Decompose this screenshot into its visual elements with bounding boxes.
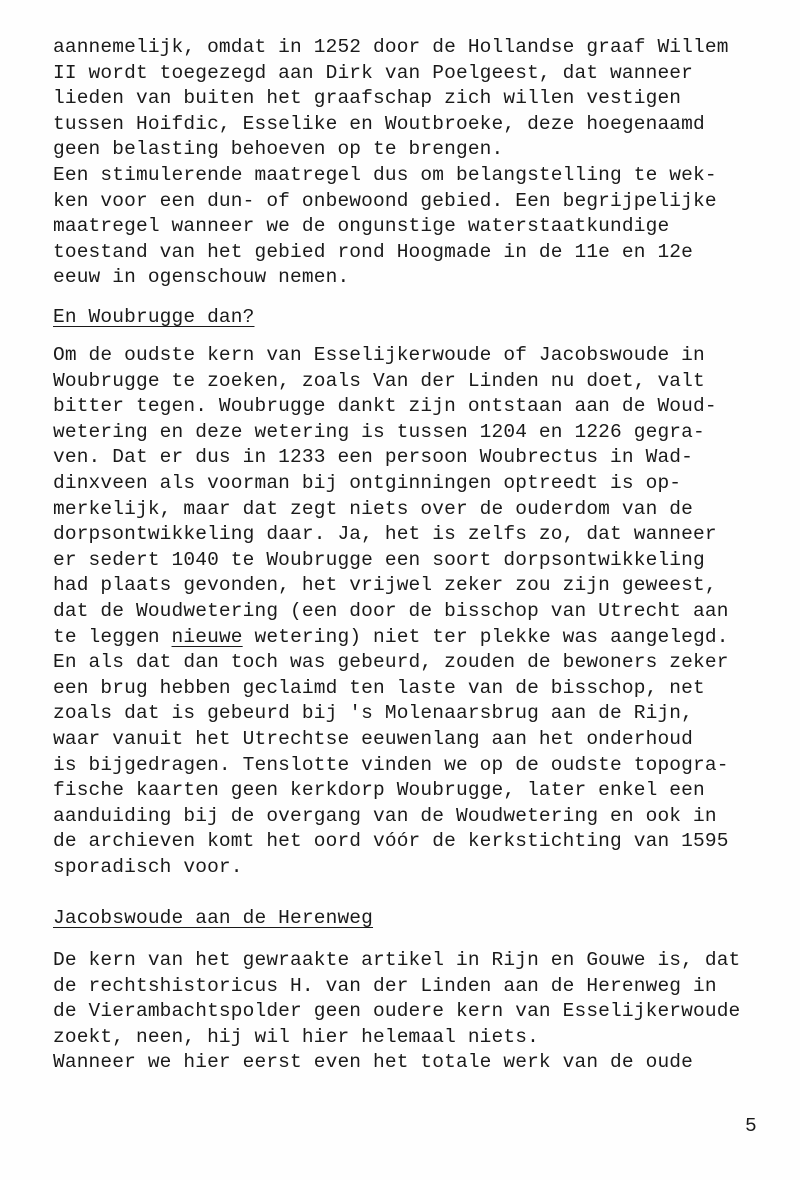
text-line: waar vanuit het Utrechtse eeuwenlang aan het onderhoud [53,727,694,750]
text-segment: wetering) niet ter plekke was aangelegd. [242,625,729,648]
paragraph-intro [53,35,729,291]
text-line: zoekt, neen, hij wil hier helemaal niets. [53,1025,539,1048]
text-line: ven. Dat er dus in 1233 een persoon Woubrectus in Wad- [53,446,694,469]
text-line: ken voor een dun- of onbewoond gebied. Een begrijpelijke [53,189,717,212]
text-line: De kern van het gewraakte artikel in Rijn en Gouwe is, dat [53,949,741,971]
text-line: dat de Woudwetering (een door de bisschop van Utrecht aan [53,599,729,622]
text-line: geen belasting behoeven op te brengen. [53,138,504,161]
text-line: toestand van het gebied rond Hoogmade in de 11e en 12e [53,240,694,263]
text-line: Wanneer we hier eerst even het totale werk van de oude [53,1051,694,1074]
section-heading-jacobswoude: Jacobswoude aan de Herenweg [53,907,374,929]
text-line: aannemelijk, omdat in 1252 door de Hollandse graaf Willem [53,36,729,58]
text-line: lieden van buiten het graafschap zich willen vestigen [53,87,682,110]
text-line: Een stimulerende maatregel dus om belangstelling te wek- [53,163,717,186]
paragraph-woubrugge [53,343,729,880]
text-line: bitter tegen. Woubrugge dankt zijn ontstaan aan de Woud- [53,395,717,418]
text-line: zoals dat is gebeurd bij 's Molenaarsbrug aan de Rijn, [53,702,694,725]
text-line: tussen Hoifdic, Esselike en Woutbroeke, deze hoegenaamd [53,112,705,135]
text-line: een brug hebben geclaimd ten laste van de bisschop, net [53,676,705,699]
text-line: aanduiding bij de overgang van de Woudwetering en ook in [53,804,717,827]
text-line: is bijgedragen. Tenslotte vinden we op de oudste topogra- [53,753,729,776]
text-line: had plaats gevonden, het vrijwel zeker zou zijn geweest, [53,574,717,597]
text-line: eeuw in ogenschouw nemen. [53,266,350,289]
text-line: En als dat dan toch was gebeurd, zouden de bewoners zeker [53,651,729,674]
text-line: wetering en deze wetering is tussen 1204 en 1226 gegra- [53,420,705,443]
text-line: II wordt toegezegd aan Dirk van Poelgeest, dat wanneer [53,61,694,84]
text-line: merkelijk, maar dat zegt niets over de ouderdom van de [53,497,694,520]
text-line: sporadisch voor. [53,855,243,878]
section-heading-woubrugge: En Woubrugge dan? [53,306,255,328]
text-line: Om de oudste kern van Esselijkerwoude of Jacobswoude in [53,344,705,366]
paragraph-jacobswoude [53,948,740,1076]
text-line: de rechtshistoricus H. van der Linden aan de Herenweg in [53,974,717,997]
text-line: maatregel wanneer we de ongunstige waterstaatkundige [53,215,670,238]
text-line: fische kaarten geen kerkdorp Woubrugge, later enkel een [53,779,705,802]
text-line: Woubrugge te zoeken, zoals Van der Linden nu doet, valt [53,369,705,392]
text-segment: te leggen [53,625,172,648]
text-line: er sedert 1040 te Woubrugge een soort dorpsontwikkeling [53,548,705,571]
text-line: dinxveen als voorman bij ontginningen optreedt is op- [53,471,682,494]
text-line: dorpsontwikkeling daar. Ja, het is zelfs zo, dat wanneer [53,523,717,546]
page-number: 5 [745,1115,757,1137]
text-line [53,625,729,651]
text-line: de archieven komt het oord vóór de kerkstichting van 1595 [53,830,729,853]
underlined-word: nieuwe [171,625,243,648]
text-line: de Vierambachtspolder geen oudere kern van Esselijkerwoude [53,1000,741,1023]
